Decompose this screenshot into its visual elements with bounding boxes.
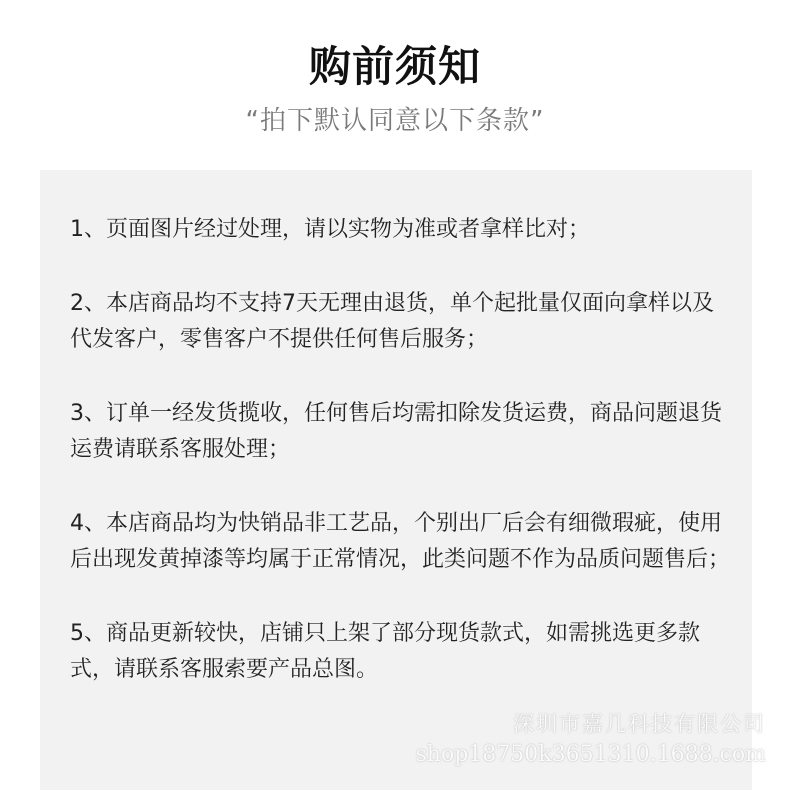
watermark-company: 深圳市嘉几科技有限公司 xyxy=(513,712,766,736)
term-item-3: 3、订单一经发货揽收，任何售后均需扣除发货运费，商品问题退货运费请联系客服处理； xyxy=(70,401,722,462)
page-subtitle: “拍下默认同意以下条款” xyxy=(245,106,545,136)
term-item-5: 5、商品更新较快，店铺只上架了部分现货款式，如需挑选更多款式，请联系客服索要产品总图。 xyxy=(70,621,700,682)
term-item-4: 4、本店商品均为快销品非工艺品，个别出厂后会有细微瑕疵，使用后出现发黄掉漆等均属于正常情况，此类问题不作为品质问题售后； xyxy=(70,511,731,572)
term-item-2: 2、本店商品均不支持7天无理由退货，单个起批量仅面向拿样以及代发客户，零售客户不提供任何售后服务； xyxy=(70,291,714,352)
page-title: 购前须知 xyxy=(308,42,481,91)
watermark-url: shop18750k3651310.1688.com xyxy=(415,742,766,767)
terms-list xyxy=(70,212,730,726)
term-item-1: 1、页面图片经过处理，请以实物为准或者拿样比对； xyxy=(70,217,590,242)
terms-panel xyxy=(40,170,752,790)
